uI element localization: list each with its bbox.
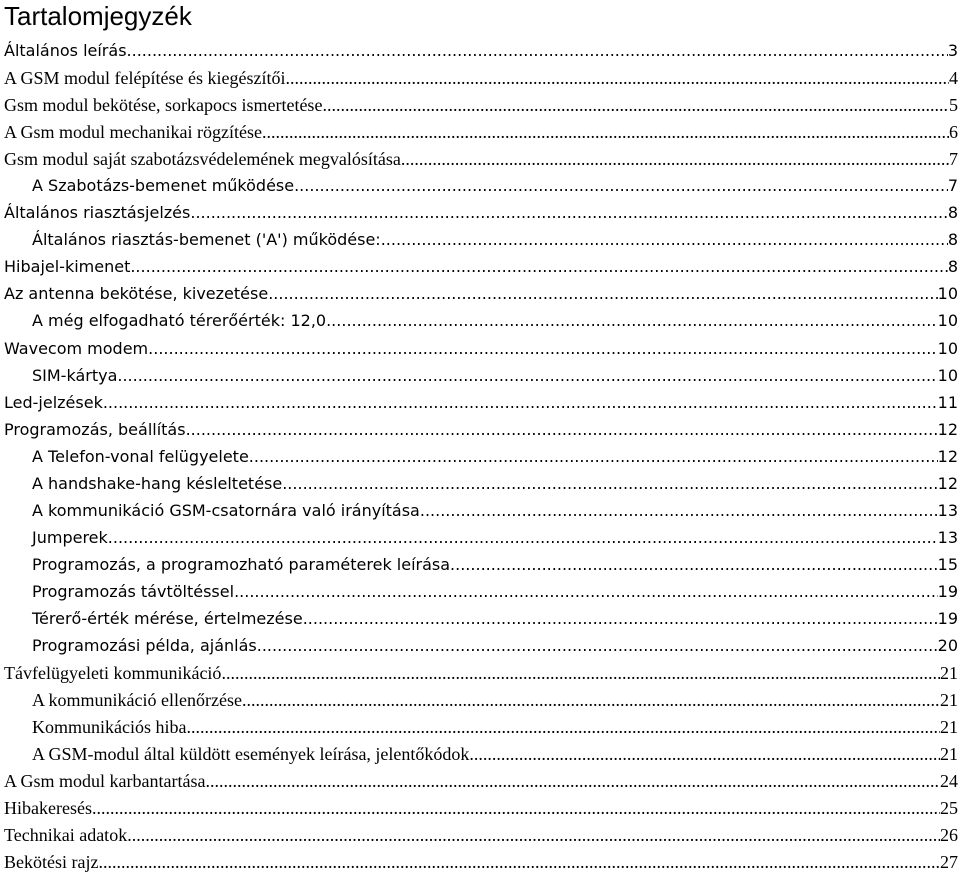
toc-entry-page-number[interactable]: 19 bbox=[937, 608, 958, 628]
toc-entry-page-number[interactable]: 15 bbox=[937, 554, 958, 574]
dot-leader bbox=[234, 579, 938, 605]
toc-entry-page-number[interactable]: 13 bbox=[937, 500, 958, 520]
toc-entry[interactable] bbox=[4, 579, 958, 606]
toc-entry-page-number[interactable]: 11 bbox=[937, 392, 958, 412]
toc-entry[interactable] bbox=[4, 417, 958, 444]
toc-entry-page-number[interactable]: 12 bbox=[937, 446, 958, 466]
toc-entry-title[interactable]: A GSM-modul által küldött események leírása, jelentőkódok bbox=[32, 744, 470, 765]
toc-entry[interactable] bbox=[4, 741, 958, 768]
dot-leader bbox=[190, 200, 947, 226]
toc-entry-title[interactable]: Programozás, beállítás bbox=[4, 419, 186, 439]
toc-entry-title[interactable]: A handshake-hang késleltetése bbox=[32, 473, 283, 493]
dot-leader bbox=[322, 92, 949, 118]
toc-entry-title[interactable]: SIM-kártya bbox=[32, 365, 118, 385]
dot-leader bbox=[242, 687, 940, 713]
toc-entry-title[interactable]: A kommunikáció GSM-csatornára való irányítása bbox=[32, 500, 420, 520]
dot-leader bbox=[103, 390, 938, 416]
toc-entry-title[interactable]: Hibajel-kimenet bbox=[4, 257, 131, 277]
toc-entry-title[interactable]: Programozási példa, ajánlás bbox=[32, 636, 257, 656]
toc-entry-title[interactable]: A még elfogadható térerőérték: 12,0 bbox=[32, 311, 327, 331]
toc-entry-title[interactable]: Gsm modul saját szabotázsvédelemének megvalósítása bbox=[4, 149, 401, 170]
toc-entry[interactable] bbox=[4, 336, 958, 363]
dot-leader bbox=[268, 281, 937, 307]
dot-leader bbox=[127, 38, 948, 64]
dot-leader bbox=[381, 227, 948, 253]
dot-leader bbox=[148, 336, 938, 362]
toc-entry-page-number[interactable]: 21 bbox=[940, 744, 958, 765]
toc-entry[interactable] bbox=[4, 606, 958, 633]
toc-entry-page-number[interactable]: 21 bbox=[940, 663, 958, 684]
toc-entry-page-number[interactable]: 7 bbox=[949, 149, 958, 170]
toc-entry[interactable] bbox=[4, 822, 958, 849]
toc-entry[interactable] bbox=[4, 308, 958, 335]
toc-entry-title[interactable]: A Szabotázs-bemenet működése bbox=[32, 176, 295, 196]
toc-entry[interactable] bbox=[4, 146, 958, 173]
toc-entry-title[interactable]: Technikai adatok bbox=[4, 825, 128, 846]
toc-entry-title[interactable]: Led-jelzések bbox=[4, 392, 103, 412]
toc-entry-page-number[interactable]: 8 bbox=[947, 230, 958, 250]
dot-leader bbox=[186, 714, 940, 740]
dot-leader bbox=[303, 606, 938, 632]
toc-entry-page-number[interactable]: 12 bbox=[937, 473, 958, 493]
dot-leader bbox=[98, 849, 940, 875]
toc-entry[interactable] bbox=[4, 525, 958, 552]
toc-entry-page-number[interactable]: 10 bbox=[937, 365, 958, 385]
toc-entry[interactable] bbox=[4, 471, 958, 498]
toc-entry-page-number[interactable]: 20 bbox=[937, 636, 958, 656]
toc-entry-title[interactable]: Bekötési rajz bbox=[4, 852, 99, 873]
toc-entry-title[interactable]: A GSM modul felépítése és kiegészítői bbox=[4, 68, 286, 89]
toc-entry-title[interactable]: A Gsm modul mechanikai rögzítése bbox=[4, 122, 262, 143]
toc-entry[interactable] bbox=[4, 498, 958, 525]
toc-document bbox=[4, 0, 958, 876]
toc-entry-page-number[interactable]: 6 bbox=[949, 122, 958, 143]
dot-leader bbox=[249, 444, 938, 470]
dot-leader bbox=[127, 822, 940, 848]
toc-entry[interactable] bbox=[4, 227, 958, 254]
toc-entry-title[interactable]: Programozás, a programozható paraméterek leírása bbox=[32, 554, 451, 574]
toc-entry-title[interactable]: Általános riasztásjelzés bbox=[4, 203, 191, 223]
dot-leader bbox=[186, 417, 938, 443]
toc-entry-page-number[interactable]: 21 bbox=[940, 717, 958, 738]
toc-entry-page-number[interactable]: 27 bbox=[940, 852, 958, 873]
toc-entry-page-number[interactable]: 21 bbox=[940, 690, 958, 711]
toc-entry-title[interactable]: Wavecom modem bbox=[4, 338, 149, 358]
toc-entry-page-number[interactable]: 19 bbox=[937, 581, 958, 601]
toc-entry-title[interactable]: A Gsm modul karbantartása bbox=[4, 771, 206, 792]
dot-leader bbox=[92, 795, 940, 821]
toc-entry[interactable] bbox=[4, 660, 958, 687]
dot-leader bbox=[285, 65, 949, 91]
dot-leader bbox=[257, 633, 938, 659]
toc-entry-page-number[interactable]: 5 bbox=[949, 95, 958, 116]
toc-entry-title[interactable]: Programozás távtöltéssel bbox=[32, 581, 235, 601]
toc-entry-page-number[interactable]: 26 bbox=[940, 825, 958, 846]
toc-entry-title[interactable]: Hibakeresés bbox=[4, 798, 92, 819]
toc-entry-page-number[interactable]: 10 bbox=[937, 338, 958, 358]
toc-entry[interactable] bbox=[4, 714, 958, 741]
dot-leader bbox=[401, 146, 949, 172]
toc-entry-page-number[interactable]: 25 bbox=[940, 798, 958, 819]
toc-entry-page-number[interactable]: 7 bbox=[947, 176, 958, 196]
dot-leader bbox=[108, 525, 938, 551]
dot-leader bbox=[262, 119, 949, 145]
toc-heading: Tartalomjegyzék bbox=[4, 1, 192, 31]
dot-leader bbox=[326, 308, 938, 334]
toc-entry[interactable] bbox=[4, 768, 958, 795]
dot-leader bbox=[420, 498, 938, 524]
toc-entry-title[interactable]: Általános leírás bbox=[4, 41, 127, 60]
toc-entry-page-number[interactable]: 8 bbox=[947, 257, 958, 277]
toc-entry-title[interactable]: Az antenna bekötése, kivezetése bbox=[4, 284, 269, 304]
dot-leader bbox=[469, 741, 940, 767]
toc-entry[interactable] bbox=[4, 552, 958, 579]
toc-entry[interactable] bbox=[4, 390, 958, 417]
toc-entry-title[interactable]: Gsm modul bekötése, sorkapocs ismertetése bbox=[4, 95, 323, 116]
toc-entry[interactable] bbox=[4, 281, 958, 308]
dot-leader bbox=[130, 254, 947, 280]
toc-entry-title[interactable]: Térerő-érték mérése, értelmezése bbox=[32, 608, 303, 628]
toc-entry-title[interactable]: A Telefon-vonal felügyelete bbox=[32, 446, 249, 466]
dot-leader bbox=[117, 363, 937, 389]
dot-leader bbox=[221, 660, 940, 686]
toc-entry-title[interactable]: Általános riasztás-bemenet ('A') működése: bbox=[32, 230, 381, 250]
toc-entry[interactable] bbox=[4, 119, 958, 146]
toc-list bbox=[4, 38, 958, 876]
toc-entry-page-number[interactable]: 8 bbox=[947, 203, 958, 223]
toc-entry[interactable] bbox=[4, 65, 958, 92]
toc-entry-title[interactable]: Kommunikációs hiba bbox=[32, 717, 187, 738]
dot-leader bbox=[205, 768, 940, 794]
toc-entry-page-number[interactable]: 12 bbox=[937, 419, 958, 439]
toc-entry[interactable] bbox=[4, 687, 958, 714]
toc-entry[interactable] bbox=[4, 254, 958, 281]
toc-entry[interactable] bbox=[4, 173, 958, 200]
toc-entry[interactable] bbox=[4, 363, 958, 390]
dot-leader bbox=[294, 173, 948, 199]
toc-entry-page-number[interactable]: 10 bbox=[937, 311, 958, 331]
toc-entry[interactable] bbox=[4, 38, 958, 65]
toc-entry-title[interactable]: Jumperek bbox=[32, 527, 108, 547]
toc-entry[interactable] bbox=[4, 633, 958, 660]
toc-entry-page-number[interactable]: 13 bbox=[937, 527, 958, 547]
toc-entry[interactable] bbox=[4, 795, 958, 822]
toc-entry-page-number[interactable]: 10 bbox=[937, 284, 958, 304]
toc-entry[interactable] bbox=[4, 92, 958, 119]
toc-entry-title[interactable]: Távfelügyeleti kommunikáció bbox=[4, 663, 222, 684]
dot-leader bbox=[450, 552, 938, 578]
toc-entry[interactable] bbox=[4, 444, 958, 471]
toc-entry[interactable] bbox=[4, 849, 958, 876]
toc-entry-page-number[interactable]: 4 bbox=[949, 68, 958, 89]
toc-entry[interactable] bbox=[4, 200, 958, 227]
toc-entry-page-number[interactable]: 24 bbox=[940, 771, 958, 792]
toc-entry-page-number[interactable]: 3 bbox=[947, 41, 958, 60]
toc-entry-title[interactable]: A kommunikáció ellenőrzése bbox=[32, 690, 242, 711]
dot-leader bbox=[282, 471, 937, 497]
